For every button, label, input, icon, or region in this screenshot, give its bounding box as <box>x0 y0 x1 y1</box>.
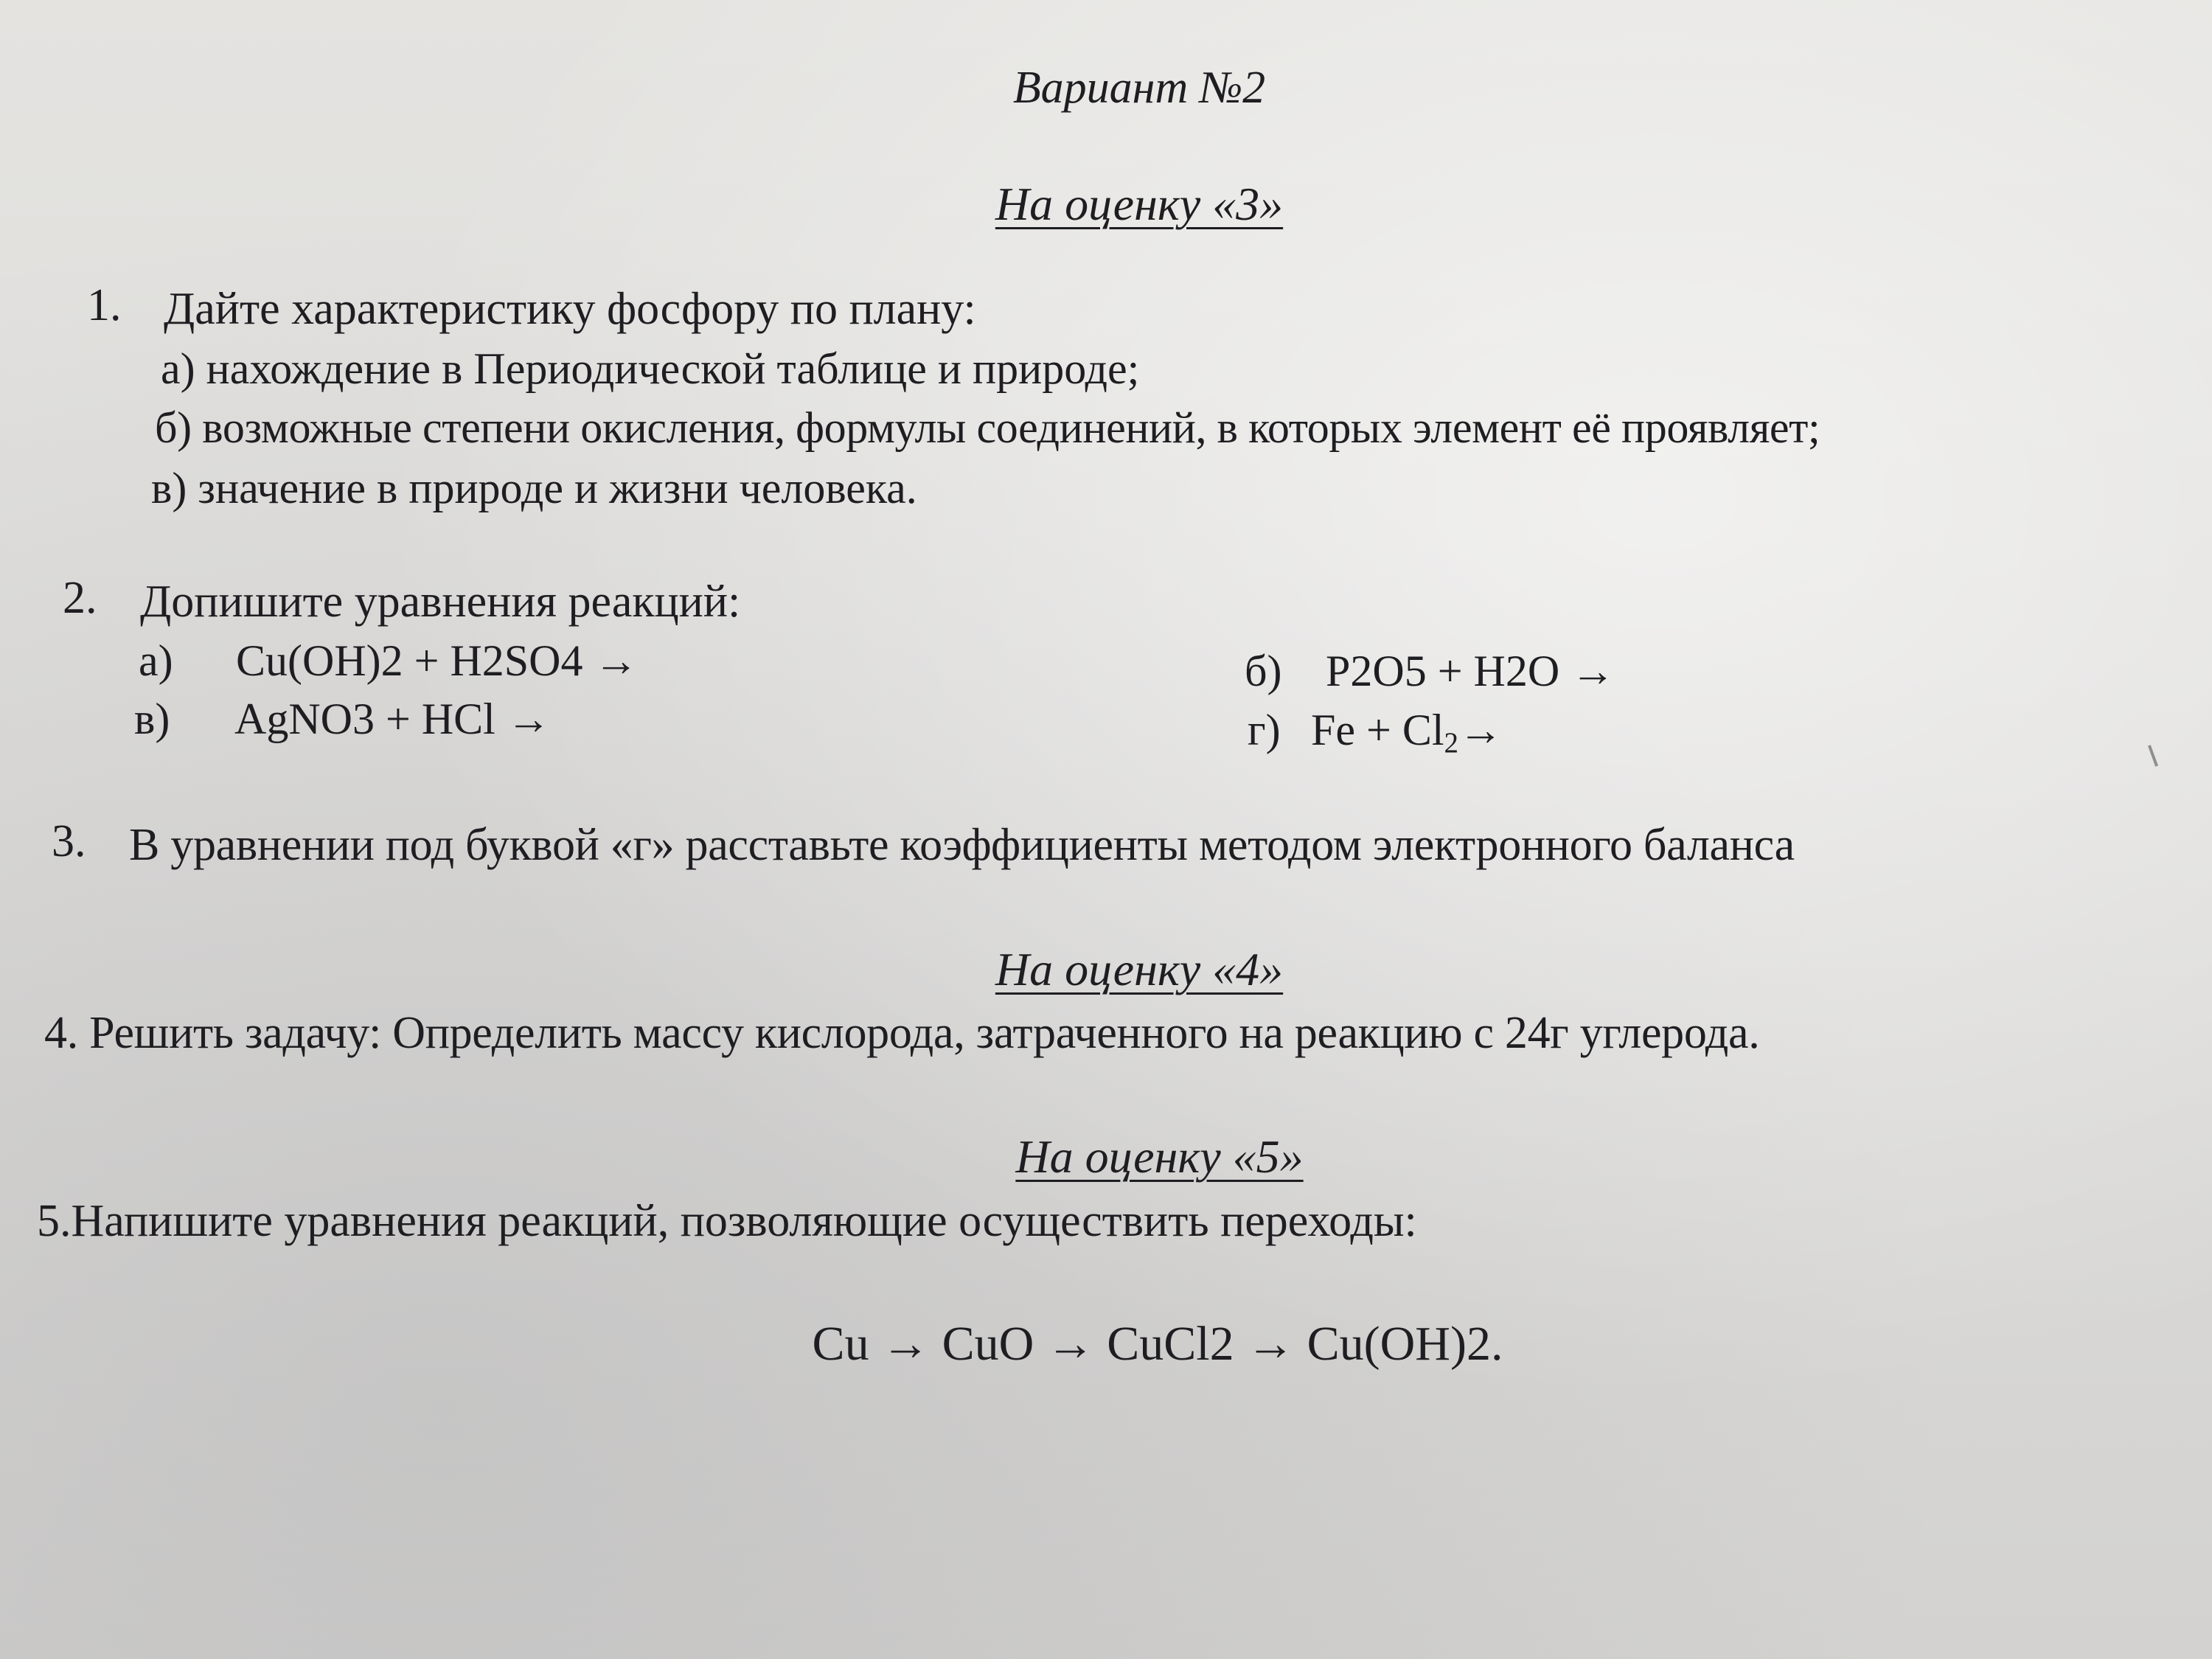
eq-g-arrow: → <box>1458 706 1503 754</box>
eq-v: AgNO3 + HCl → <box>234 695 551 743</box>
task4-text: 4. Решить задачу: Определить массу кислорода, затраченного на реакцию с 24г углерода. <box>44 1008 1760 1058</box>
grade-5-heading: На оценку «5» <box>1015 1130 1304 1183</box>
eq-g-label: г) <box>1248 706 1281 754</box>
task2-text: Допишите уравнения реакций: <box>140 577 741 627</box>
task3-text: В уравнении под буквой «г» расставьте коэффициенты методом электронного баланса <box>129 820 1795 870</box>
eq-g-subscript: 2 <box>1444 726 1459 759</box>
variant-title: Вариант №2 <box>1012 63 1266 113</box>
eq-b-label: б) <box>1245 647 1282 695</box>
eq-b: P2O5 + H2O → <box>1326 647 1615 695</box>
eq-a: Cu(OH)2 + H2SO4 → <box>236 636 639 685</box>
task1-item-a: а) нахождение в Периодической таблице и природе; <box>161 344 1140 393</box>
grade-3-heading: На оценку «3» <box>995 178 1284 230</box>
eq-g <box>1311 708 1503 757</box>
pen-mark <box>2148 745 2158 767</box>
task1-item-b: б) возможные степени окисления, формулы соединений, в которых элемент её проявляет; <box>155 403 1820 452</box>
task1-item-v: в) значение в природе и жизни человека. <box>151 464 917 512</box>
task3-number: 3. <box>52 816 86 866</box>
eq-g-main: Fe + Cl <box>1311 706 1444 754</box>
eq-v-label: в) <box>134 695 170 743</box>
transformation-chain: Cu → CuO → CuCl2 → Cu(OH)2. <box>812 1317 1503 1371</box>
task1-text: Дайте характеристику фосфору по плану: <box>164 284 976 334</box>
grade-4-heading: На оценку «4» <box>995 943 1284 995</box>
task5-text: 5.Напишите уравнения реакций, позволяющие осуществить переходы: <box>37 1196 1417 1246</box>
eq-a-label: а) <box>139 636 173 685</box>
task2-number: 2. <box>63 573 97 623</box>
task1-number: 1. <box>87 280 122 330</box>
